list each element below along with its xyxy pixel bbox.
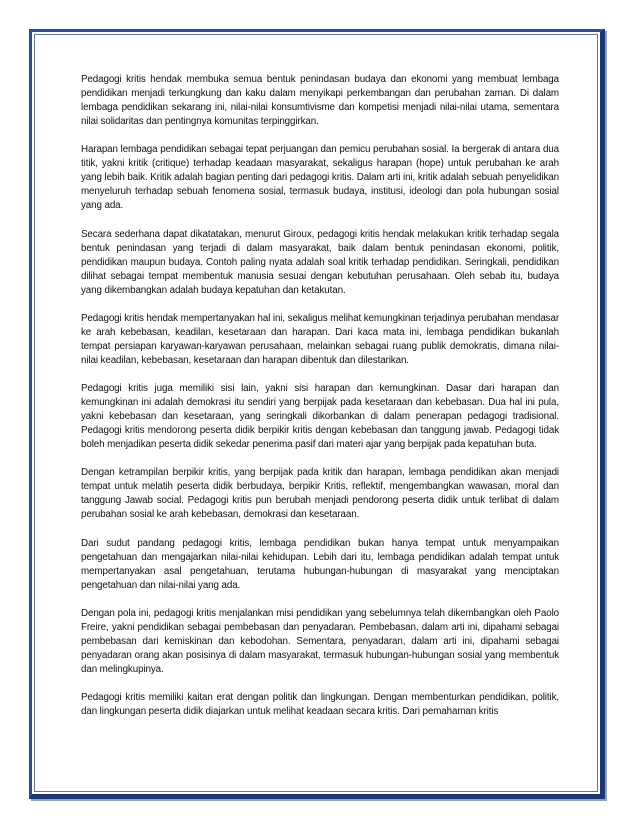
paragraph-4: Pedagogi kritis hendak mempertanyakan hal ini, sekaligus melihat kemungkinan terjadinya perubahan mendasar ke arah kebebasan, keadilan, kesetaraan dan harapan. Dari kaca mata ini, lembaga pendidikan bukanlah tempat persiapan karyawan-karyawan perusahaan, melainkan sebagai ruang publik demokratis, dimana nilai-nilai keadilan, kebebasan, kesetaraan dan harapan dibentuk dan dilestarikan. <box>81 312 559 366</box>
paragraph-8: Dengan pola ini, pedagogi kritis menjalankan misi pendidikan yang sebelumnya telah dikembangkan oleh Paolo Freire, yakni pendidikan sebagai pembebasan dan penyadaran. Pembebasan, dalam arti ini, dipahami sebagai pembebasan dari kemiskinan dan kebodohan. Sementara, penyadaran, dalam arti ini, dipahami sebagai penyadaran orang akan posisinya di dalam masyarakat, termasuk hubungan-hubungan sosial yang membentuk dan melingkupinya. <box>81 608 559 676</box>
paragraph-9: Pedagogi kritis memiliki kaitan erat dengan politik dan lingkungan. Dengan membenturkan pendidikan, politik, dan lingkungan peserta didik diajarkan untuk melihat keadaan secara kritis. Dari pemahaman kritis <box>81 692 559 718</box>
paragraph-2: Harapan lembaga pendidikan sebagai tepat perjuangan dan pemicu perubahan sosial. Ia bergerak di antara dua titik, yakni kritik (critique) terhadap keadaan masyarakat, sekaligus harapan (hope) untuk perubahan ke arah yang lebih baik. Kritik adalah bagian penting dari pedagogi kritis. Dalam arti ini, kritik adalah sebuah penyelidikan menyeluruh terhadap sebuah fenomena sosial, termasuk budaya, institusi, ideologi dan pola hubungan sosial yang ada. <box>81 144 559 212</box>
paragraph-3: Secara sederhana dapat dikatatakan, menurut Giroux, pedagogi kritis hendak melakukan kritik terhadap segala bentuk penindasan yang terjadi di dalam masyarakat, baik dalam bentuk penindasan ekonomi, politik, pendidikan maupun budaya. Contoh paling nyata adalah soal kritik terhadap pendidikan. Seringkali, pendidikan dilihat sebagai tempat membentuk manusia sesuai dengan kebutuhan perusahaan. Oleh sebab itu, budaya yang dikembangkan adalah budaya kepatuhan dan ketakutan. <box>81 228 559 296</box>
paragraph-6: Dengan ketrampilan berpikir kritis, yang berpijak pada kritik dan harapan, lembaga pendidikan akan menjadi tempat untuk melatih peserta didik berbudaya, berpikir Kritis, reflektif, mengembangkan wawasan, moral dan tanggung Jawab social. Pedagogi kritis pun berubah menjadi pendorong peserta didik untuk terlibat di dalam perubahan sosial ke arah kebebasan, demokrasi dan kesetaraan. <box>81 467 559 521</box>
paragraph-5: Pedagogi kritis juga memiliki sisi lain, yakni sisi harapan dan kemungkinan. Dasar dari harapan dan kemungkinan ini adalah demokrasi itu sendiri yang berpijak pada kesetaraan dan kebebasan. Dua hal ini pula, yakni kebebasan dan kesetaraan, yang seringkali dikorbankan di dalam penerapan pedagogi tradisional. Pedagogi kritis mendorong peserta didik berpikir kritis dengan kebebasan dan tanggung jawab. Pedagogi tidak boleh menjadikan peserta didik sekedar penerima pasif dari materi ajar yang berpijak pada kepatuhan buta. <box>81 383 559 451</box>
paragraph-1: Pedagogi kritis hendak membuka semua bentuk penindasan budaya dan ekonomi yang membuat lembaga pendidikan menjadi terkungkung dan kaku dalam menyikapi perkembangan dan perubahan zaman. Di dalam lembaga pendidikan sekarang ini, nilai-nilai konsumtivisme dan kompetisi menjadi nilai-nilai utama, sementara nilai solidaritas dan pentingnya komunitas terpinggirkan. <box>81 74 559 127</box>
page-border <box>29 29 605 799</box>
document-body <box>81 73 559 734</box>
paragraph-7: Dari sudut pandang pedagogi kritis, lembaga pendidikan bukan hanya tempat untuk menyampaikan pengetahuan dan mengajarkan nilai-nilai kehidupan. Lebih dari itu, lembaga pendidikan adalah tempat untuk mempertanyakan asal pengetahuan, terutama hubungan-hubungan di masyarakat yang menciptakan pengetahuan dan nilai-nilai yang ada. <box>81 537 559 591</box>
